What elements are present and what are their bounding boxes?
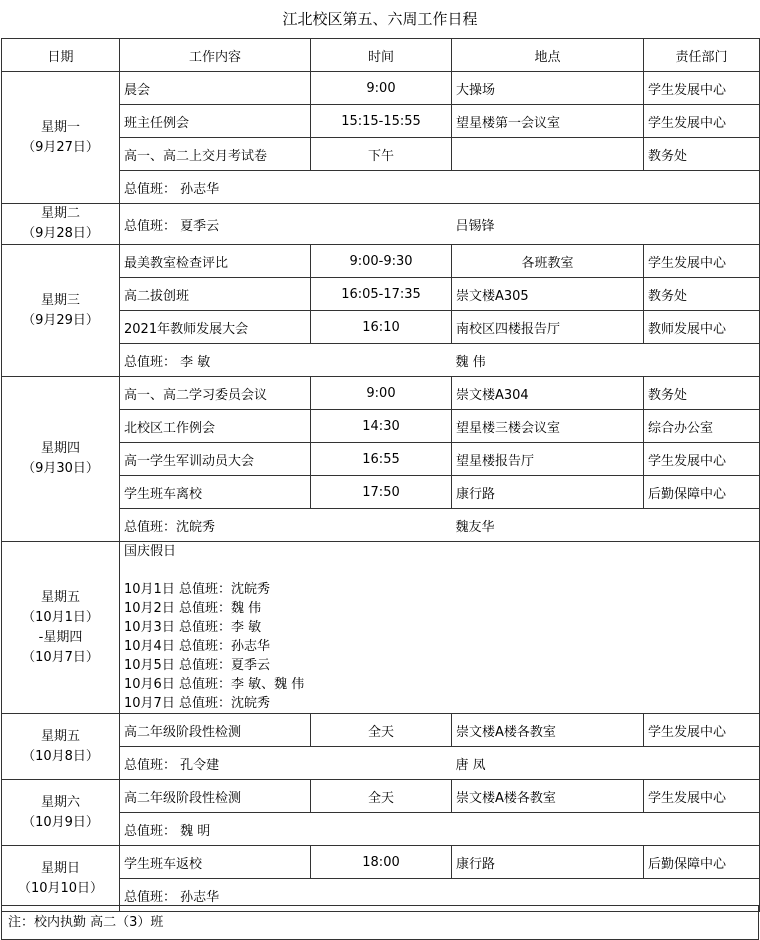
task-content: 2021年教师发展大会: [120, 311, 311, 344]
holiday-duty-line: 10月5日 总值班：夏季云: [124, 658, 270, 673]
task-dept: 综合办公室: [644, 410, 760, 443]
day-cell-mon: [2, 72, 120, 204]
holiday-duty-line: 10月3日 总值班：李 敏: [124, 620, 262, 635]
table-row: [2, 780, 760, 813]
task-time: 18:00: [311, 846, 452, 879]
task-dept: 教务处: [644, 377, 760, 410]
task-time: 9:00-9:30: [311, 245, 452, 278]
task-place: 南校区四楼报告厅: [452, 311, 644, 344]
task-time: 17:50: [311, 476, 452, 509]
holiday-duty-line: 10月4日 总值班：孙志华: [124, 639, 270, 654]
duty-officer: 总值班： 魏 明: [120, 813, 760, 846]
schedule-table: [1, 38, 760, 912]
duty-officer-2: 吕锡锋: [452, 204, 760, 245]
task-place: 崇文楼A楼各教室: [452, 780, 644, 813]
day-date: （9月29日）: [22, 312, 99, 328]
duty-officer: 总值班：沈皖秀: [120, 509, 452, 542]
task-place: 崇文楼A304: [452, 377, 644, 410]
day-cell-tue: [2, 204, 120, 245]
task-time: 16:05-17:35: [311, 278, 452, 311]
task-dept: 教务处: [644, 138, 760, 171]
table-row: [2, 377, 760, 410]
task-time: 全天: [311, 714, 452, 747]
task-time: 下午: [311, 138, 452, 171]
task-place: 各班教室: [452, 245, 644, 278]
day-date-end: （10月7日）: [22, 649, 99, 665]
day-date: （10月10日）: [17, 880, 104, 896]
holiday-duty-line: 10月6日 总值班：李 敏、魏 伟: [124, 677, 305, 692]
header-date: 日期: [2, 39, 120, 72]
day-label: 星期一: [40, 119, 80, 135]
task-time: 16:10: [311, 311, 452, 344]
day-cell-sat: [2, 780, 120, 846]
task-place: 望星楼三楼会议室: [452, 410, 644, 443]
day-cell-thu: [2, 377, 120, 542]
day-date: （9月28日）: [22, 226, 99, 241]
day-date: （10月8日）: [22, 748, 99, 764]
duty-officer: 总值班： 孙志华: [120, 879, 760, 912]
task-dept: 学生发展中心: [644, 72, 760, 105]
task-place: 崇文楼A305: [452, 278, 644, 311]
task-place: 望星楼第一会议室: [452, 105, 644, 138]
table-row: [2, 714, 760, 747]
day-cell-holiday: [2, 542, 120, 714]
task-content: 高一、高二学习委员会议: [120, 377, 311, 410]
day-range-to: -星期四: [38, 629, 83, 645]
day-label: 星期二: [40, 206, 80, 221]
task-place: 崇文楼A楼各教室: [452, 714, 644, 747]
duty-officer: 总值班： 孙志华: [120, 171, 760, 204]
task-content: 北校区工作例会: [120, 410, 311, 443]
day-date: （10月1日）: [22, 609, 99, 625]
header-content: 工作内容: [120, 39, 311, 72]
day-date: （9月30日）: [22, 461, 99, 476]
holiday-duty-line: 10月1日 总值班：沈皖秀: [124, 582, 270, 597]
task-dept: 教师发展中心: [644, 311, 760, 344]
table-row: [2, 846, 760, 879]
task-dept: 学生发展中心: [644, 245, 760, 278]
task-content: 最美教室检查评比: [120, 245, 311, 278]
page-title: 江北校区第五、六周工作日程: [282, 10, 478, 28]
holiday-row: [2, 542, 760, 714]
day-label: 星期日: [40, 860, 80, 876]
task-time: 15:15-15:55: [311, 105, 452, 138]
holiday-duty-line: 10月2日 总值班：魏 伟: [124, 601, 262, 616]
holiday-duty-line: 10月7日 总值班：沈皖秀: [124, 696, 270, 711]
task-place: [452, 138, 644, 171]
duty-officer-2: 魏 伟: [452, 344, 760, 377]
duty-officer-2: 魏友华: [452, 509, 760, 542]
day-cell-sun: [2, 846, 120, 912]
task-place: 康行路: [452, 476, 644, 509]
task-content: 学生班车返校: [120, 846, 311, 879]
task-dept: 学生发展中心: [644, 443, 760, 476]
task-time: 16:55: [311, 443, 452, 476]
task-content: 学生班车离校: [120, 476, 311, 509]
task-time: 9:00: [311, 377, 452, 410]
holiday-notice: [120, 542, 760, 714]
header-row: [2, 39, 760, 72]
duty-officer-2: 唐 凤: [452, 747, 760, 780]
task-dept: 学生发展中心: [644, 105, 760, 138]
footnote: 注：校内执勤 高二（3）班: [1, 905, 759, 940]
duty-officer: 总值班： 李 敏: [120, 344, 452, 377]
task-time: 全天: [311, 780, 452, 813]
task-content: 高一、高二上交月考试卷: [120, 138, 311, 171]
task-dept: 学生发展中心: [644, 780, 760, 813]
task-content: 高二拔创班: [120, 278, 311, 311]
task-content: 高二年级阶段性检测: [120, 714, 311, 747]
day-label: 星期六: [40, 794, 80, 810]
task-place: 望星楼报告厅: [452, 443, 644, 476]
task-content: 高二年级阶段性检测: [120, 780, 311, 813]
day-cell-fri: [2, 714, 120, 780]
task-content: 班主任例会: [120, 105, 311, 138]
day-label: 星期三: [40, 292, 80, 308]
task-dept: 后勤保障中心: [644, 846, 760, 879]
duty-officer: 总值班： 夏季云: [120, 204, 452, 245]
duty-officer: 总值班： 孔令建: [120, 747, 452, 780]
table-row: [2, 245, 760, 278]
day-label: 星期五: [40, 728, 80, 744]
day-date: （10月9日）: [22, 814, 99, 830]
task-content: 高一学生军训动员大会: [120, 443, 311, 476]
day-label: 星期五: [40, 589, 80, 605]
task-time: 14:30: [311, 410, 452, 443]
header-time: 时间: [311, 39, 452, 72]
day-cell-wed: [2, 245, 120, 377]
table-row: [2, 72, 760, 105]
duty-row: [2, 204, 760, 245]
task-dept: 教务处: [644, 278, 760, 311]
task-place: 康行路: [452, 846, 644, 879]
header-dept: 责任部门: [644, 39, 760, 72]
holiday-heading: 国庆假日: [124, 544, 177, 559]
header-place: 地点: [452, 39, 644, 72]
task-dept: 学生发展中心: [644, 714, 760, 747]
day-label: 星期四: [40, 441, 80, 456]
day-date: （9月27日）: [22, 139, 99, 155]
task-place: 大操场: [452, 72, 644, 105]
task-time: 9:00: [311, 72, 452, 105]
task-content: 晨会: [120, 72, 311, 105]
task-dept: 后勤保障中心: [644, 476, 760, 509]
